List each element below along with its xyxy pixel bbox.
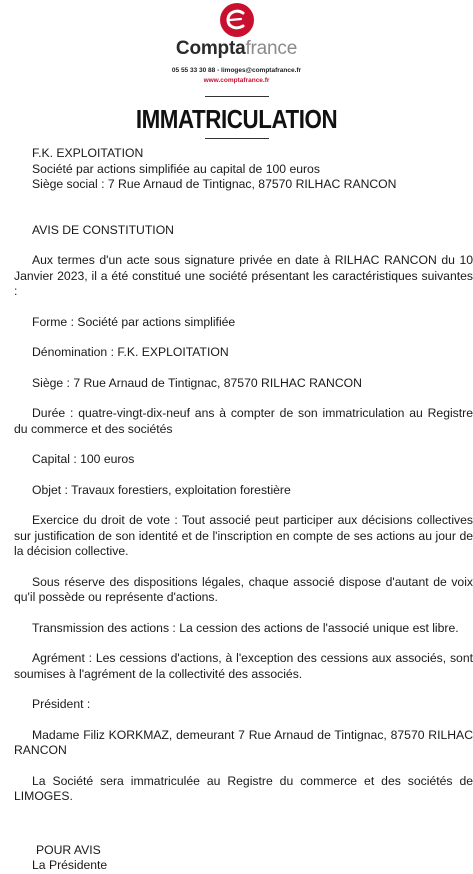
divider-bottom	[205, 138, 269, 139]
signature-role: La Présidente	[32, 858, 108, 872]
website-line: www.comptafrance.fr	[203, 77, 270, 84]
president-details: Madame Filiz KORKMAZ, demeurant 7 Rue Arnaud de Tintignac, 87570 RILHAC RANCON	[14, 727, 473, 757]
field-siege: Siège : 7 Rue Arnaud de Tintignac, 87570 RILHAC RANCON	[32, 375, 362, 390]
field-agrement: Agrément : Les cessions d'actions, à l'exception des cessions aux associés, sont soumises à l'agrément de la collectivité des associés.	[14, 651, 473, 681]
signature-pour-avis: POUR AVIS	[36, 842, 101, 857]
notice-body	[14, 146, 473, 874]
field-transmission: Transmission des actions : La cession des actions de l'associé unique est libre.	[32, 620, 459, 635]
field-forme: Forme : Société par actions simplifiée	[32, 314, 236, 329]
divider-top	[205, 96, 269, 97]
company-form: Société par actions simplifiée au capital de 100 euros	[32, 161, 320, 176]
contact-line: 05 55 33 30 88 - limoges@comptafrance.fr	[171, 67, 302, 74]
notice-heading: AVIS DE CONSTITUTION	[32, 222, 174, 237]
president-label: Président :	[32, 697, 91, 711]
field-reserve: Sous réserve des dispositions légales, chaque associé dispose d'autant de voix qu'il possède ou représente d'actions.	[14, 574, 473, 604]
company-seat: Siège social : 7 Rue Arnaud de Tintignac, 87570 RILHAC RANCON	[32, 177, 397, 191]
field-objet: Objet : Travaux forestiers, exploitation forestière	[32, 482, 291, 497]
registration-note: La Société sera immatriculée au Registre du commerce et des sociétés de LIMOGES.	[14, 773, 473, 803]
company-name: F.K. EXPLOITATION	[32, 146, 144, 160]
brand-name	[0, 38, 473, 60]
notice-intro: Aux termes d'un acte sous signature privée en date à RILHAC RANCON du 10 Janvier 2023, il a été constitué une société présentant les caractéristiques suivantes :	[14, 253, 473, 298]
comptafrance-logo-icon	[219, 2, 255, 38]
brand-secondary: france	[245, 38, 298, 59]
field-duree: Durée : quatre-vingt-dix-neuf ans à compter de son immatriculation au Registre du commerce et des sociétés	[14, 406, 473, 436]
field-denomination: Dénomination : F.K. EXPLOITATION	[32, 345, 229, 359]
page-title: IMMATRICULATION	[135, 104, 338, 134]
field-vote: Exercice du droit de vote : Tout associé peut participer aux décisions collectives sur justification de son identité et de l'inscription en compte de ses actions au jour de la décision collective.	[14, 513, 473, 558]
header	[0, 0, 473, 134]
field-capital: Capital : 100 euros	[32, 452, 135, 466]
brand-primary: Compta	[175, 38, 246, 59]
